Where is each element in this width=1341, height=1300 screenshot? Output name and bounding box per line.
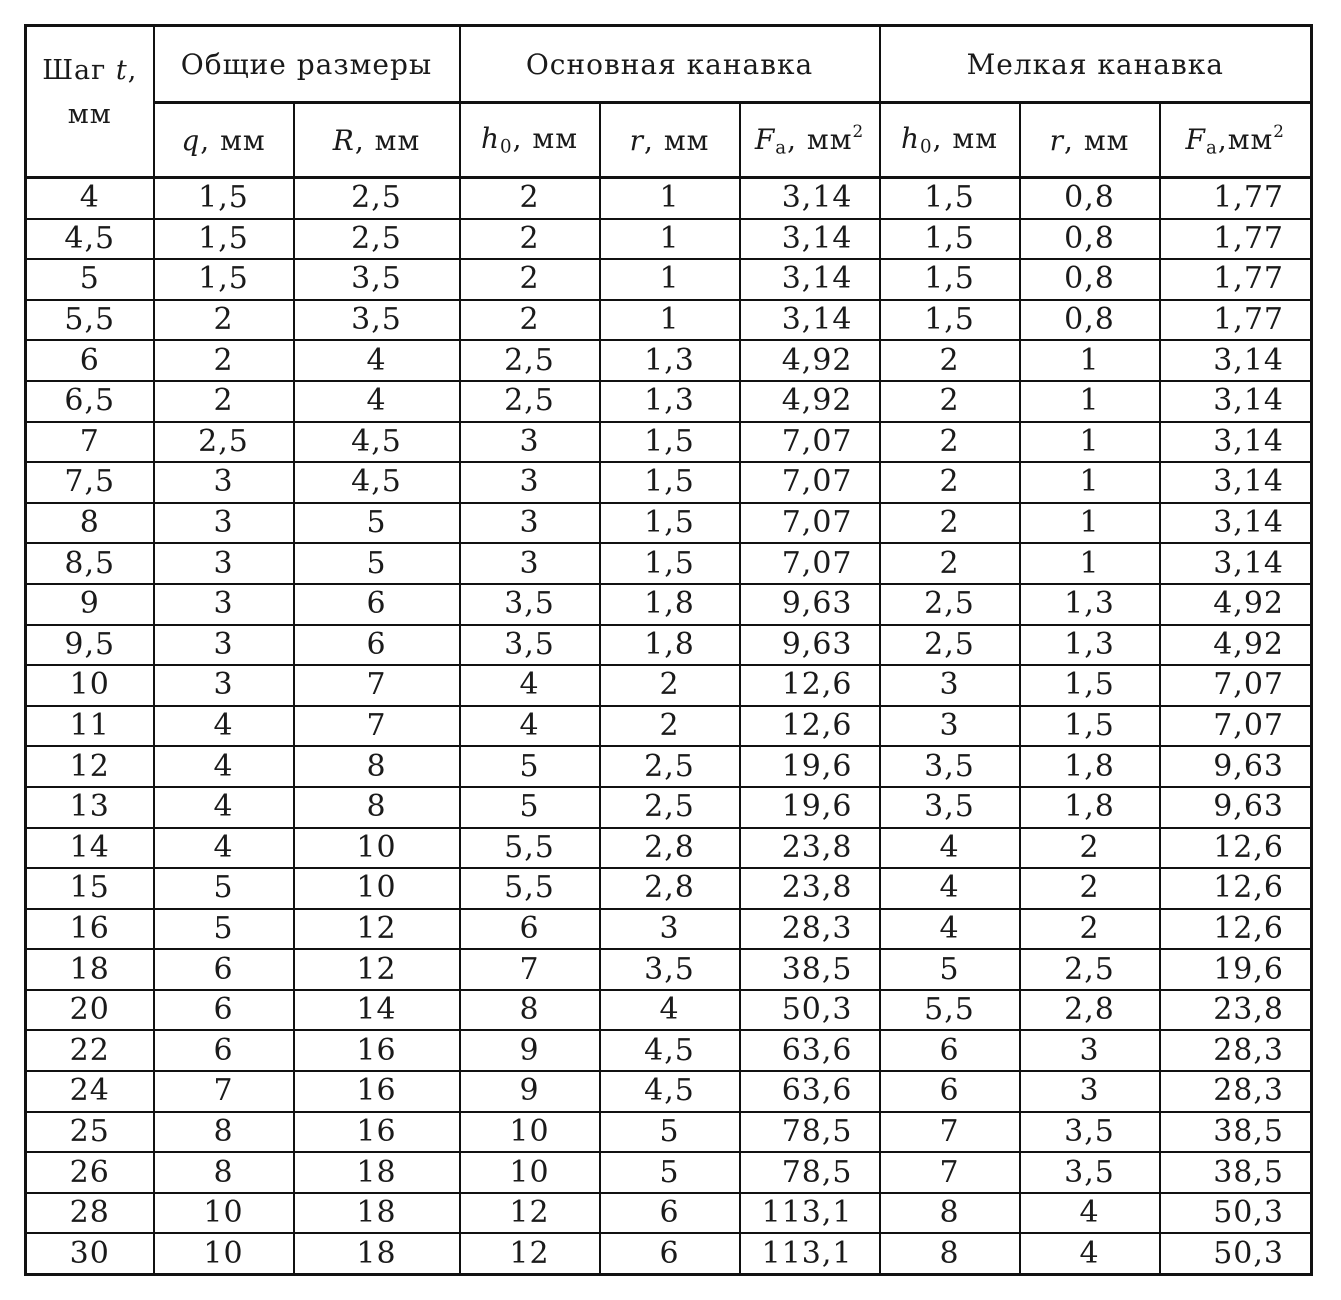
cell-fine-r: 1,3	[1020, 625, 1160, 666]
cell-R: 2,5	[294, 178, 460, 219]
cell-q: 6	[154, 949, 294, 990]
cell-fine-Fa: 19,6	[1160, 949, 1312, 990]
cell-fine-Fa: 23,8	[1160, 990, 1312, 1031]
cell-fine-r: 0,8	[1020, 259, 1160, 300]
cell-fine-Fa: 12,6	[1160, 828, 1312, 869]
cell-main-r: 1,5	[600, 462, 740, 503]
cell-step: 30	[26, 1233, 154, 1274]
cell-fine-h0: 3,5	[880, 787, 1020, 828]
cell-main-Fa: 19,6	[740, 746, 880, 787]
header-main-h0: $h_0$, мм	[460, 103, 600, 178]
cell-fine-r: 1	[1020, 543, 1160, 584]
cell-step: 9,5	[26, 625, 154, 666]
cell-R: 10	[294, 828, 460, 869]
cell-q: 3	[154, 625, 294, 666]
cell-fine-r: 3	[1020, 1030, 1160, 1071]
cell-main-r: 1,8	[600, 584, 740, 625]
cell-fine-Fa: 50,3	[1160, 1193, 1312, 1234]
cell-step: 20	[26, 990, 154, 1031]
cell-step: 16	[26, 909, 154, 950]
cell-main-h0: 5,5	[460, 868, 600, 909]
cell-step: 13	[26, 787, 154, 828]
header-step: Шаг t, мм	[26, 26, 154, 178]
cell-fine-Fa: 12,6	[1160, 909, 1312, 950]
cell-q: 1,5	[154, 259, 294, 300]
header-group-main-groove: Основная канавка	[460, 26, 880, 103]
table-row	[26, 340, 1312, 381]
cell-step: 5	[26, 259, 154, 300]
cell-fine-h0: 1,5	[880, 219, 1020, 260]
header-row-columns	[26, 103, 1312, 178]
table-row	[26, 1112, 1312, 1153]
cell-main-r: 2	[600, 665, 740, 706]
cell-main-Fa: 38,5	[740, 949, 880, 990]
cell-R: 5	[294, 503, 460, 544]
cell-main-Fa: 9,63	[740, 625, 880, 666]
cell-fine-r: 2	[1020, 868, 1160, 909]
cell-main-r: 1,5	[600, 422, 740, 463]
table-row	[26, 706, 1312, 747]
table-row	[26, 1152, 1312, 1193]
cell-fine-h0: 8	[880, 1233, 1020, 1274]
table-row	[26, 949, 1312, 990]
cell-R: 12	[294, 909, 460, 950]
cell-main-r: 2	[600, 706, 740, 747]
cell-main-h0: 4	[460, 706, 600, 747]
header-main-Fa: $F_a$, $мм^2$	[740, 103, 880, 178]
cell-fine-Fa: 38,5	[1160, 1152, 1312, 1193]
table-row	[26, 1030, 1312, 1071]
cell-step: 18	[26, 949, 154, 990]
cell-q: 4	[154, 787, 294, 828]
cell-q: 5	[154, 909, 294, 950]
cell-R: 2,5	[294, 219, 460, 260]
table-row	[26, 787, 1312, 828]
cell-fine-r: 0,8	[1020, 219, 1160, 260]
cell-main-h0: 3	[460, 503, 600, 544]
cell-main-Fa: 3,14	[740, 219, 880, 260]
cell-R: 14	[294, 990, 460, 1031]
cell-main-h0: 2	[460, 178, 600, 219]
cell-q: 3	[154, 584, 294, 625]
cell-fine-Fa: 4,92	[1160, 625, 1312, 666]
cell-main-r: 1,8	[600, 625, 740, 666]
cell-step: 26	[26, 1152, 154, 1193]
cell-main-r: 5	[600, 1152, 740, 1193]
cell-main-Fa: 7,07	[740, 503, 880, 544]
cell-R: 7	[294, 706, 460, 747]
cell-fine-h0: 2,5	[880, 584, 1020, 625]
cell-step: 12	[26, 746, 154, 787]
cell-R: 8	[294, 746, 460, 787]
cell-main-h0: 2	[460, 300, 600, 341]
cell-fine-r: 1	[1020, 503, 1160, 544]
cell-main-h0: 12	[460, 1193, 600, 1234]
cell-step: 25	[26, 1112, 154, 1153]
cell-main-h0: 5,5	[460, 828, 600, 869]
cell-main-h0: 2,5	[460, 340, 600, 381]
cell-main-h0: 3,5	[460, 584, 600, 625]
cell-fine-h0: 4	[880, 909, 1020, 950]
cell-q: 1,5	[154, 178, 294, 219]
cell-fine-h0: 2	[880, 422, 1020, 463]
cell-q: 6	[154, 990, 294, 1031]
table-row	[26, 990, 1312, 1031]
cell-main-h0: 2,5	[460, 381, 600, 422]
cell-step: 15	[26, 868, 154, 909]
cell-main-r: 4,5	[600, 1030, 740, 1071]
header-R: R, мм	[294, 103, 460, 178]
table-row	[26, 746, 1312, 787]
cell-main-Fa: 50,3	[740, 990, 880, 1031]
cell-q: 4	[154, 828, 294, 869]
cell-q: 2	[154, 340, 294, 381]
cell-R: 18	[294, 1152, 460, 1193]
cell-step: 14	[26, 828, 154, 869]
cell-main-Fa: 63,6	[740, 1030, 880, 1071]
cell-fine-r: 3,5	[1020, 1112, 1160, 1153]
cell-main-Fa: 3,14	[740, 259, 880, 300]
cell-step: 8,5	[26, 543, 154, 584]
cell-main-r: 1,5	[600, 543, 740, 584]
cell-step: 10	[26, 665, 154, 706]
cell-main-h0: 2	[460, 259, 600, 300]
cell-R: 16	[294, 1071, 460, 1112]
cell-fine-Fa: 38,5	[1160, 1112, 1312, 1153]
cell-fine-Fa: 3,14	[1160, 381, 1312, 422]
cell-main-r: 1	[600, 219, 740, 260]
cell-fine-h0: 3,5	[880, 746, 1020, 787]
cell-fine-r: 4	[1020, 1233, 1160, 1274]
cell-main-Fa: 78,5	[740, 1112, 880, 1153]
cell-q: 6	[154, 1030, 294, 1071]
cell-fine-h0: 4	[880, 868, 1020, 909]
cell-q: 8	[154, 1112, 294, 1153]
cell-main-Fa: 7,07	[740, 462, 880, 503]
cell-main-h0: 5	[460, 746, 600, 787]
cell-fine-Fa: 3,14	[1160, 340, 1312, 381]
header-q: q, мм	[154, 103, 294, 178]
cell-main-r: 6	[600, 1193, 740, 1234]
table-row	[26, 381, 1312, 422]
cell-fine-Fa: 50,3	[1160, 1233, 1312, 1274]
cell-main-h0: 5	[460, 787, 600, 828]
table-row	[26, 259, 1312, 300]
header-fine-r: r, мм	[1020, 103, 1160, 178]
cell-fine-r: 0,8	[1020, 300, 1160, 341]
cell-main-h0: 3	[460, 422, 600, 463]
cell-fine-Fa: 3,14	[1160, 543, 1312, 584]
cell-R: 3,5	[294, 300, 460, 341]
cell-main-Fa: 78,5	[740, 1152, 880, 1193]
table-row	[26, 625, 1312, 666]
cell-main-r: 1,3	[600, 340, 740, 381]
cell-fine-r: 1	[1020, 422, 1160, 463]
cell-fine-Fa: 4,92	[1160, 584, 1312, 625]
cell-main-r: 5	[600, 1112, 740, 1153]
cell-main-h0: 4	[460, 665, 600, 706]
cell-fine-h0: 4	[880, 828, 1020, 869]
cell-main-h0: 9	[460, 1030, 600, 1071]
cell-fine-r: 2,8	[1020, 990, 1160, 1031]
cell-q: 10	[154, 1193, 294, 1234]
cell-R: 10	[294, 868, 460, 909]
cell-fine-h0: 3	[880, 665, 1020, 706]
cell-R: 7	[294, 665, 460, 706]
cell-main-r: 2,5	[600, 746, 740, 787]
cell-fine-h0: 5,5	[880, 990, 1020, 1031]
cell-q: 2	[154, 300, 294, 341]
table-row	[26, 828, 1312, 869]
cell-main-Fa: 9,63	[740, 584, 880, 625]
cell-fine-Fa: 7,07	[1160, 665, 1312, 706]
cell-q: 3	[154, 543, 294, 584]
table-row	[26, 503, 1312, 544]
cell-fine-r: 1,5	[1020, 665, 1160, 706]
cell-main-Fa: 12,6	[740, 706, 880, 747]
cell-fine-Fa: 1,77	[1160, 259, 1312, 300]
cell-main-Fa: 3,14	[740, 300, 880, 341]
cell-fine-h0: 8	[880, 1193, 1020, 1234]
cell-R: 16	[294, 1030, 460, 1071]
cell-fine-h0: 3	[880, 706, 1020, 747]
cell-step: 24	[26, 1071, 154, 1112]
cell-step: 22	[26, 1030, 154, 1071]
cell-R: 18	[294, 1193, 460, 1234]
cell-main-r: 1	[600, 300, 740, 341]
cell-main-h0: 10	[460, 1152, 600, 1193]
cell-fine-h0: 2,5	[880, 625, 1020, 666]
table-row	[26, 422, 1312, 463]
cell-fine-Fa: 12,6	[1160, 868, 1312, 909]
cell-fine-h0: 1,5	[880, 259, 1020, 300]
cell-main-r: 3	[600, 909, 740, 950]
cell-main-h0: 7	[460, 949, 600, 990]
cell-fine-r: 0,8	[1020, 178, 1160, 219]
cell-main-h0: 6	[460, 909, 600, 950]
table-row	[26, 300, 1312, 341]
cell-main-r: 2,8	[600, 868, 740, 909]
cell-main-h0: 12	[460, 1233, 600, 1274]
table-row	[26, 868, 1312, 909]
cell-main-r: 2,5	[600, 787, 740, 828]
cell-main-Fa: 23,8	[740, 868, 880, 909]
cell-fine-r: 1,8	[1020, 746, 1160, 787]
cell-R: 12	[294, 949, 460, 990]
cell-main-r: 3,5	[600, 949, 740, 990]
cell-step: 4	[26, 178, 154, 219]
header-fine-h0: $h_0$, мм	[880, 103, 1020, 178]
cell-main-r: 1,3	[600, 381, 740, 422]
cell-R: 4	[294, 381, 460, 422]
cell-q: 3	[154, 462, 294, 503]
cell-fine-r: 3,5	[1020, 1152, 1160, 1193]
cell-main-h0: 2	[460, 219, 600, 260]
cell-q: 3	[154, 665, 294, 706]
cell-fine-r: 1	[1020, 381, 1160, 422]
cell-fine-Fa: 1,77	[1160, 178, 1312, 219]
cell-main-r: 1,5	[600, 503, 740, 544]
cell-q: 4	[154, 746, 294, 787]
cell-R: 3,5	[294, 259, 460, 300]
cell-R: 4,5	[294, 422, 460, 463]
cell-main-h0: 3	[460, 543, 600, 584]
cell-R: 4,5	[294, 462, 460, 503]
cell-main-h0: 8	[460, 990, 600, 1031]
table-row	[26, 665, 1312, 706]
cell-main-Fa: 113,1	[740, 1233, 880, 1274]
cell-step: 9	[26, 584, 154, 625]
cell-step: 11	[26, 706, 154, 747]
cell-fine-h0: 2	[880, 503, 1020, 544]
cell-q: 8	[154, 1152, 294, 1193]
table-row	[26, 909, 1312, 950]
cell-fine-Fa: 28,3	[1160, 1030, 1312, 1071]
cell-fine-r: 2,5	[1020, 949, 1160, 990]
groove-dimensions-table	[24, 24, 1313, 1276]
cell-q: 2	[154, 381, 294, 422]
cell-step: 6	[26, 340, 154, 381]
cell-fine-h0: 2	[880, 462, 1020, 503]
cell-fine-Fa: 9,63	[1160, 746, 1312, 787]
cell-q: 2,5	[154, 422, 294, 463]
cell-q: 10	[154, 1233, 294, 1274]
cell-fine-Fa: 1,77	[1160, 300, 1312, 341]
table-row	[26, 178, 1312, 219]
cell-R: 6	[294, 625, 460, 666]
cell-main-h0: 3,5	[460, 625, 600, 666]
cell-main-h0: 9	[460, 1071, 600, 1112]
cell-main-Fa: 12,6	[740, 665, 880, 706]
cell-fine-r: 1	[1020, 462, 1160, 503]
cell-fine-Fa: 3,14	[1160, 462, 1312, 503]
cell-main-Fa: 63,6	[740, 1071, 880, 1112]
cell-fine-Fa: 28,3	[1160, 1071, 1312, 1112]
cell-main-r: 6	[600, 1233, 740, 1274]
cell-R: 4	[294, 340, 460, 381]
cell-fine-r: 4	[1020, 1193, 1160, 1234]
cell-fine-h0: 6	[880, 1030, 1020, 1071]
cell-main-r: 1	[600, 259, 740, 300]
cell-R: 18	[294, 1233, 460, 1274]
groove-dimensions-table-sheet	[24, 24, 1310, 1280]
cell-fine-r: 1,5	[1020, 706, 1160, 747]
cell-main-Fa: 113,1	[740, 1193, 880, 1234]
cell-fine-Fa: 3,14	[1160, 422, 1312, 463]
cell-q: 4	[154, 706, 294, 747]
cell-main-Fa: 23,8	[740, 828, 880, 869]
cell-fine-r: 2	[1020, 909, 1160, 950]
cell-q: 7	[154, 1071, 294, 1112]
cell-fine-Fa: 9,63	[1160, 787, 1312, 828]
cell-fine-r: 3	[1020, 1071, 1160, 1112]
cell-step: 4,5	[26, 219, 154, 260]
cell-fine-h0: 1,5	[880, 300, 1020, 341]
cell-main-Fa: 7,07	[740, 543, 880, 584]
cell-main-Fa: 4,92	[740, 381, 880, 422]
cell-q: 5	[154, 868, 294, 909]
cell-main-r: 2,8	[600, 828, 740, 869]
cell-fine-Fa: 7,07	[1160, 706, 1312, 747]
cell-main-Fa: 3,14	[740, 178, 880, 219]
table-body	[26, 178, 1312, 1275]
cell-step: 8	[26, 503, 154, 544]
cell-fine-h0: 2	[880, 340, 1020, 381]
cell-main-r: 4	[600, 990, 740, 1031]
cell-step: 6,5	[26, 381, 154, 422]
cell-step: 5,5	[26, 300, 154, 341]
cell-R: 5	[294, 543, 460, 584]
table-row	[26, 1233, 1312, 1274]
cell-fine-h0: 7	[880, 1112, 1020, 1153]
cell-q: 1,5	[154, 219, 294, 260]
cell-main-Fa: 4,92	[740, 340, 880, 381]
table-row	[26, 584, 1312, 625]
cell-fine-h0: 2	[880, 381, 1020, 422]
cell-main-Fa: 28,3	[740, 909, 880, 950]
cell-fine-Fa: 1,77	[1160, 219, 1312, 260]
cell-main-Fa: 19,6	[740, 787, 880, 828]
cell-fine-r: 2	[1020, 828, 1160, 869]
cell-fine-h0: 2	[880, 543, 1020, 584]
cell-main-h0: 3	[460, 462, 600, 503]
cell-step: 7,5	[26, 462, 154, 503]
cell-fine-h0: 1,5	[880, 178, 1020, 219]
header-row-groups	[26, 26, 1312, 103]
header-group-fine-groove: Мелкая канавка	[880, 26, 1312, 103]
header-fine-Fa: $F_a,мм^2$	[1160, 103, 1312, 178]
cell-R: 6	[294, 584, 460, 625]
cell-fine-r: 1	[1020, 340, 1160, 381]
cell-fine-h0: 7	[880, 1152, 1020, 1193]
cell-fine-h0: 5	[880, 949, 1020, 990]
cell-q: 3	[154, 503, 294, 544]
table-row	[26, 1071, 1312, 1112]
table-row	[26, 1193, 1312, 1234]
cell-R: 16	[294, 1112, 460, 1153]
cell-main-h0: 10	[460, 1112, 600, 1153]
cell-fine-Fa: 3,14	[1160, 503, 1312, 544]
cell-fine-r: 1,3	[1020, 584, 1160, 625]
cell-step: 7	[26, 422, 154, 463]
header-main-r: r, мм	[600, 103, 740, 178]
table-row	[26, 219, 1312, 260]
cell-fine-r: 1,8	[1020, 787, 1160, 828]
cell-step: 28	[26, 1193, 154, 1234]
cell-main-r: 1	[600, 178, 740, 219]
cell-main-Fa: 7,07	[740, 422, 880, 463]
cell-R: 8	[294, 787, 460, 828]
cell-main-r: 4,5	[600, 1071, 740, 1112]
cell-fine-h0: 6	[880, 1071, 1020, 1112]
table-row	[26, 462, 1312, 503]
table-row	[26, 543, 1312, 584]
header-group-general: Общие размеры	[154, 26, 460, 103]
